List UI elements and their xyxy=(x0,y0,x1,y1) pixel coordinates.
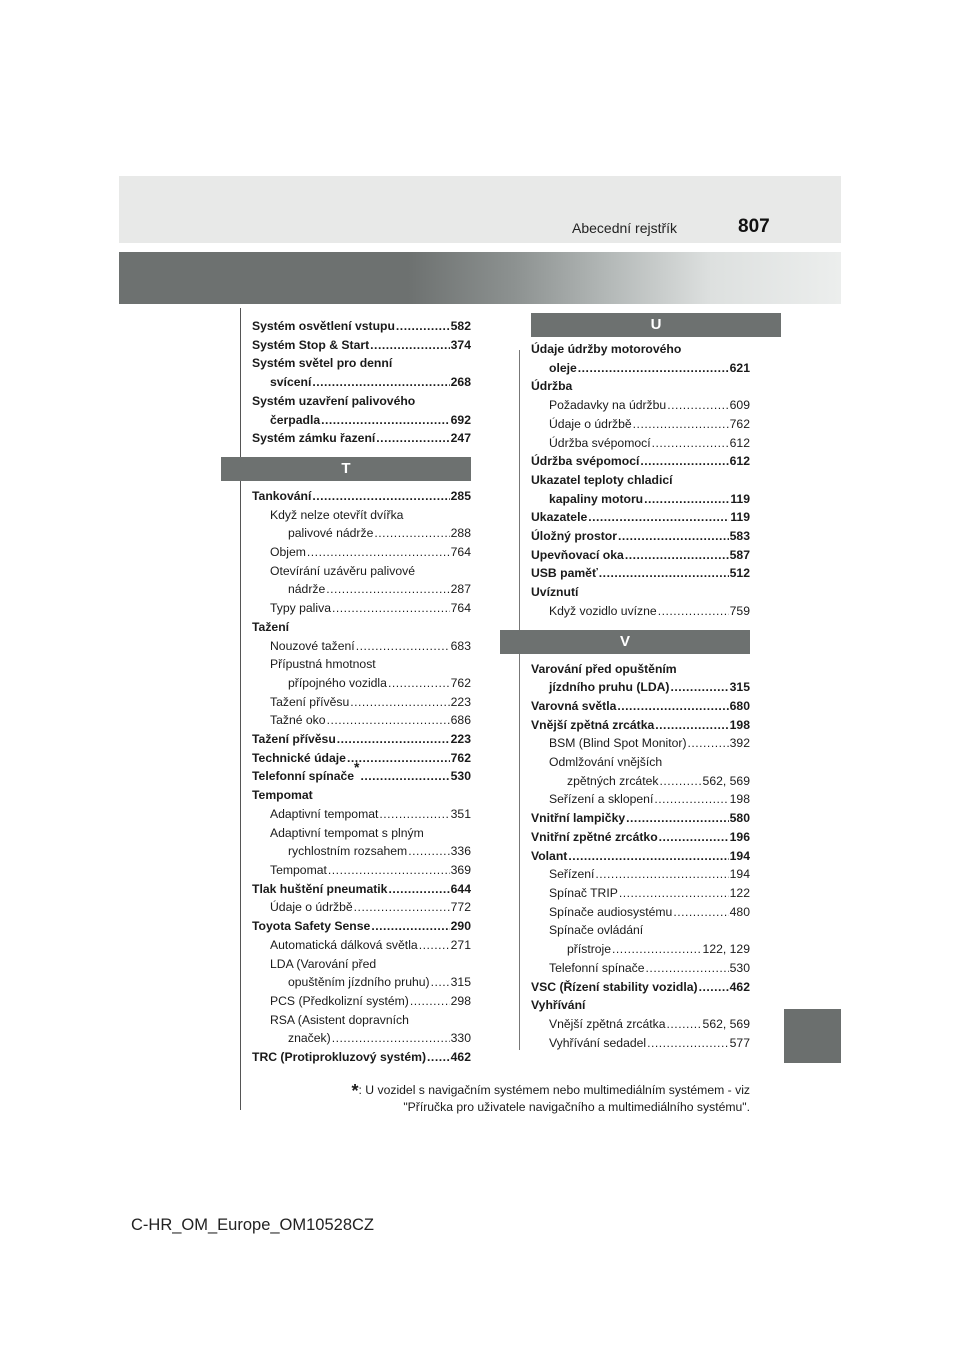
index-entry-text: Systém Stop & Start xyxy=(252,337,370,352)
index-heading: Tažení xyxy=(252,619,290,634)
index-entry xyxy=(531,978,750,997)
index-entry xyxy=(252,580,471,599)
index-entry xyxy=(252,711,471,730)
index-entry-text: Spínač TRIP xyxy=(549,885,618,900)
index-entry-text: PCS (Předkolizní systém) xyxy=(270,993,409,1008)
index-entry xyxy=(531,678,750,697)
index-entry xyxy=(531,415,750,434)
index-entry xyxy=(531,940,750,959)
dot-leader xyxy=(578,359,729,378)
index-entry xyxy=(252,429,471,448)
index-entry xyxy=(252,759,471,786)
dot-leader xyxy=(640,452,728,471)
index-page-number: 577 xyxy=(729,1035,750,1050)
index-entry-text: Vnitřní zpětné zrcátko xyxy=(531,829,658,844)
index-page-number: 122, 129 xyxy=(702,942,750,957)
dot-leader xyxy=(619,884,729,903)
section-t-entries xyxy=(252,487,471,1067)
section-u-entries xyxy=(531,340,750,621)
index-entry xyxy=(252,917,471,936)
page-number: 807 xyxy=(738,216,770,237)
index-entry-text: Seřízení xyxy=(549,867,595,882)
index-page-number: 288 xyxy=(450,526,471,541)
index-entry-text: Požadavky na údržbu xyxy=(549,398,667,413)
gradient-band xyxy=(119,252,841,304)
index-page-number: 119 xyxy=(730,491,750,506)
index-entry-head: RSA (Asistent dopravních xyxy=(270,1012,409,1027)
dot-leader xyxy=(655,716,728,735)
index-entry-head: Údaje údržby motorového xyxy=(531,342,682,356)
index-entry-text: Tlak huštění pneumatik xyxy=(252,881,388,896)
index-entry xyxy=(252,1029,471,1048)
index-entry-text: Objem xyxy=(270,545,306,560)
index-entry xyxy=(252,524,471,543)
index-entry xyxy=(252,1048,471,1067)
index-entry-head: LDA (Varování před xyxy=(270,956,377,971)
index-entry xyxy=(531,508,750,527)
dot-leader xyxy=(388,880,449,899)
index-entry-text: Vnitřní lampičky xyxy=(531,811,626,826)
footnote-line-2: "Příručka pro uživatele navigačního a multimediálního systému". xyxy=(403,1100,750,1114)
dot-leader xyxy=(618,527,729,546)
index-page-number: 194 xyxy=(729,867,750,882)
index-entry xyxy=(531,734,750,753)
header-bar xyxy=(119,176,841,243)
index-entry xyxy=(531,452,750,471)
index-entry-text: Tažení přívěsu xyxy=(252,732,336,747)
index-page-number: 119 xyxy=(730,510,750,525)
index-entry-text: Toyota Safety Sense xyxy=(252,919,371,934)
dot-leader xyxy=(370,336,449,355)
index-entry xyxy=(252,487,471,506)
index-entry xyxy=(531,1034,750,1053)
index-entry-text: Tankování xyxy=(252,488,312,503)
dot-leader xyxy=(658,602,729,621)
index-entry xyxy=(252,730,471,749)
index-page-number: 683 xyxy=(450,638,471,653)
index-entry-text: Údaje o údržbě xyxy=(549,416,632,431)
index-entry-head: Odmlžování vnějších xyxy=(549,755,663,770)
dot-leader xyxy=(699,978,729,997)
index-page-number: 692 xyxy=(450,412,471,427)
index-page-number: 315 xyxy=(729,680,750,695)
index-page-number: 198 xyxy=(729,792,750,807)
dot-leader xyxy=(332,1029,450,1048)
index-entry xyxy=(252,317,471,336)
index-entry-head: Spínače ovládání xyxy=(549,923,644,938)
index-page-number: 762 xyxy=(450,675,471,690)
dot-leader xyxy=(419,936,450,955)
index-entry-head: Přípustná hmotnost xyxy=(270,657,376,672)
index-entry-text: Tažení přívěsu xyxy=(270,694,350,709)
index-entry-head: Adaptivní tempomat s plným xyxy=(270,825,424,840)
index-entry xyxy=(531,396,750,415)
index-page-number: 512 xyxy=(729,566,750,581)
index-entry-text: Údržba svépomocí xyxy=(531,454,640,469)
index-entry-text: TRC (Protiprokluzový systém) xyxy=(252,1050,427,1065)
dot-leader xyxy=(312,373,449,392)
index-page-number: 644 xyxy=(450,881,471,896)
index-entry xyxy=(531,772,750,791)
dot-leader xyxy=(371,917,449,936)
dot-leader xyxy=(328,861,450,880)
dot-leader xyxy=(568,847,728,866)
dot-leader xyxy=(667,396,728,415)
index-entry-text: oleje xyxy=(549,360,577,375)
index-entry xyxy=(531,828,750,847)
dot-leader xyxy=(431,973,450,992)
index-entry xyxy=(531,847,750,866)
index-entry-text: Když vozidlo uvízne xyxy=(549,603,657,618)
index-entry-text: palivové nádrže xyxy=(288,526,374,541)
index-entry-text: rychlostním rozsahem xyxy=(288,844,408,859)
index-entry-head: Varování před opuštěním xyxy=(531,661,677,676)
index-entry-text: BSM (Blind Spot Monitor) xyxy=(549,736,687,751)
index-entry-head: Systém světel pro denní xyxy=(252,356,393,371)
index-entry-text: Typy paliva xyxy=(270,601,331,616)
index-entry xyxy=(252,637,471,656)
index-page-number: 530 xyxy=(450,769,471,784)
index-entry xyxy=(252,599,471,618)
dot-leader xyxy=(625,546,729,565)
dot-leader xyxy=(588,508,729,527)
index-page-number: 686 xyxy=(450,713,471,728)
index-page-number: 612 xyxy=(729,435,750,450)
index-entry xyxy=(252,543,471,562)
chapter-tab xyxy=(784,1009,841,1063)
index-page-number: 480 xyxy=(729,904,750,919)
index-page-number: 330 xyxy=(450,1031,471,1046)
index-page-number: 680 xyxy=(729,698,750,713)
dot-leader xyxy=(667,1015,702,1034)
index-page-number: 392 xyxy=(729,736,750,751)
index-entry-text: Spínače audiosystému xyxy=(549,904,673,919)
index-entry-text: Tažné oko xyxy=(270,713,326,728)
index-entry xyxy=(531,564,750,583)
page-header-title: Abecední rejstřík xyxy=(572,220,678,236)
dot-leader xyxy=(327,711,450,730)
dot-leader xyxy=(347,749,450,768)
dot-leader xyxy=(410,992,450,1011)
dot-leader xyxy=(652,434,729,453)
dot-leader xyxy=(350,693,449,712)
index-page-number: 612 xyxy=(729,454,750,469)
index-page-number: 772 xyxy=(450,900,471,915)
index-entry-text: přípojného vozidla xyxy=(288,675,387,690)
footnote-line-1 xyxy=(240,1082,750,1099)
index-page-number: 285 xyxy=(450,488,471,503)
index-column-left xyxy=(252,317,471,1067)
index-entry xyxy=(531,865,750,884)
dot-leader xyxy=(356,637,450,656)
dot-leader xyxy=(671,678,729,697)
index-column-right xyxy=(531,316,750,1052)
index-entry xyxy=(252,674,471,693)
index-entry-text: zpětných zrcátek xyxy=(567,773,659,788)
index-entry xyxy=(252,973,471,992)
index-entry-text: Volant xyxy=(531,848,568,863)
index-page-number: 462 xyxy=(729,979,750,994)
index-entry xyxy=(252,936,471,955)
section-header-u: U xyxy=(531,313,781,337)
dot-leader xyxy=(612,940,702,959)
index-entry-text: Systém osvětlení vstupu xyxy=(252,319,395,333)
index-entry xyxy=(252,749,471,768)
left-intro-entries xyxy=(252,317,471,448)
index-entry xyxy=(252,373,471,392)
index-entry-text: nádrže xyxy=(288,582,326,597)
dot-leader xyxy=(326,580,449,599)
index-page-number: 764 xyxy=(450,601,471,616)
index-entry-text: Vnější zpětná zrcátka xyxy=(531,717,655,732)
dot-leader xyxy=(307,543,450,562)
index-page-number: 194 xyxy=(729,848,750,863)
index-entry xyxy=(531,490,750,509)
index-page-number: 764 xyxy=(450,545,471,560)
index-entry xyxy=(531,1015,750,1034)
index-entry-text: svícení xyxy=(270,375,312,390)
index-page-number: 462 xyxy=(450,1050,471,1065)
index-heading: Tempomat xyxy=(252,788,313,803)
index-entry xyxy=(531,903,750,922)
index-entry xyxy=(252,411,471,430)
index-entry-text: Ukazatele xyxy=(531,510,588,525)
dot-leader xyxy=(332,599,450,618)
index-entry xyxy=(531,546,750,565)
index-page-number: 762 xyxy=(450,750,471,765)
index-entry xyxy=(531,602,750,621)
column-divider-middle xyxy=(519,350,520,1050)
index-entry-text: kapaliny motoru xyxy=(549,491,644,506)
dot-leader xyxy=(312,487,449,506)
index-entry xyxy=(252,992,471,1011)
index-entry-text: značek) xyxy=(288,1031,331,1046)
index-entry xyxy=(531,884,750,903)
index-page-number: 247 xyxy=(450,431,471,446)
index-entry-text: Nouzové tažení xyxy=(270,638,355,653)
index-page-number: 621 xyxy=(729,360,750,375)
dot-leader xyxy=(321,411,450,430)
index-entry-head: Systém uzavření palivového xyxy=(252,393,416,408)
dot-leader xyxy=(376,429,449,448)
dot-leader xyxy=(408,842,449,861)
index-entry xyxy=(531,959,750,978)
index-page-number: 374 xyxy=(450,337,471,352)
index-entry-text: Vyhřívání sedadel xyxy=(549,1035,647,1050)
dot-leader xyxy=(595,865,728,884)
index-entry-text: jízdního pruhu (LDA) xyxy=(549,680,670,695)
dot-leader xyxy=(659,828,729,847)
index-page-number: 287 xyxy=(450,582,471,597)
dot-leader xyxy=(633,415,729,434)
dot-leader xyxy=(599,564,729,583)
index-heading: Vyhřívání xyxy=(531,998,586,1013)
section-v-entries xyxy=(531,660,750,1053)
index-entry xyxy=(531,434,750,453)
dot-leader xyxy=(617,697,728,716)
index-entry-text: přístroje xyxy=(567,942,612,957)
dot-leader xyxy=(654,790,728,809)
index-entry-head: Když nelze otevřít dvířka xyxy=(270,507,404,522)
index-entry-text: opuštěním jízdního pruhu) xyxy=(288,975,430,990)
dot-leader xyxy=(354,898,450,917)
index-entry-head: Ukazatel teploty chladicí xyxy=(531,472,673,487)
index-page-number: 223 xyxy=(450,694,471,709)
index-heading: Uvíznutí xyxy=(531,585,579,600)
dot-leader xyxy=(646,959,729,978)
index-page-number: 198 xyxy=(729,717,750,732)
index-page-number: 587 xyxy=(729,547,750,562)
index-page-number: 271 xyxy=(450,937,471,952)
index-page-number: 582 xyxy=(450,319,471,333)
index-page-number: 336 xyxy=(450,844,471,859)
index-entry xyxy=(531,809,750,828)
index-page-number: 562, 569 xyxy=(702,773,750,788)
dot-leader xyxy=(379,805,449,824)
index-page-number: 369 xyxy=(450,862,471,877)
dot-leader xyxy=(644,490,729,509)
index-page-number: 759 xyxy=(729,603,750,618)
section-header-v: V xyxy=(500,630,750,654)
dot-leader xyxy=(396,317,450,336)
index-entry xyxy=(531,697,750,716)
index-heading: Údržba xyxy=(531,379,573,394)
footnote-star: * xyxy=(351,1081,359,1101)
index-entry-text: Vnější zpětná zrcátka xyxy=(549,1016,666,1031)
index-entry-text: VSC (Řízení stability vozidla) xyxy=(531,979,698,994)
index-entry-text: Tempomat xyxy=(270,862,327,877)
dot-leader xyxy=(388,674,450,693)
index-page-number: 562, 569 xyxy=(702,1016,750,1031)
index-entry-text: Údaje o údržbě xyxy=(270,900,353,915)
dot-leader xyxy=(337,730,450,749)
dot-leader xyxy=(626,809,729,828)
dot-leader xyxy=(427,1048,450,1067)
index-page-number: 609 xyxy=(729,398,750,413)
index-entry xyxy=(531,716,750,735)
dot-leader xyxy=(647,1034,729,1053)
index-page-number: 762 xyxy=(729,416,750,431)
index-entry-text: Upevňovací oka xyxy=(531,547,624,562)
index-entry xyxy=(252,693,471,712)
index-entry xyxy=(252,805,471,824)
index-entry-text: USB paměť xyxy=(531,566,598,581)
index-page-number: 530 xyxy=(729,960,750,975)
dot-leader xyxy=(673,903,728,922)
index-page-number: 583 xyxy=(729,529,750,544)
index-page-number: 580 xyxy=(729,811,750,826)
footnote-marker: * xyxy=(354,759,360,776)
index-entry-text: čerpadla xyxy=(270,412,321,427)
index-entry xyxy=(252,898,471,917)
section-header-t: T xyxy=(221,457,471,481)
index-page-number: 268 xyxy=(450,375,471,390)
index-entry-text: Technické údaje xyxy=(252,750,346,765)
footnote-text-1: : U vozidel s navigačním systémem nebo multimediálním systémem - viz xyxy=(358,1083,750,1097)
index-entry-text: Telefonní spínače xyxy=(252,769,355,784)
index-page-number: 223 xyxy=(450,732,471,747)
index-entry xyxy=(531,790,750,809)
index-entry xyxy=(252,842,471,861)
index-entry-text: Systém zámku řazení xyxy=(252,431,376,446)
index-entry xyxy=(531,527,750,546)
index-entry xyxy=(252,336,471,355)
index-entry-text: Automatická dálková světla xyxy=(270,937,418,952)
index-entry-head: Otevírání uzávěru palivové xyxy=(270,563,415,578)
index-page-number: 351 xyxy=(450,806,471,821)
dot-leader xyxy=(659,772,701,791)
index-entry-text: Adaptivní tempomat xyxy=(270,806,379,821)
index-entry xyxy=(252,861,471,880)
dot-leader xyxy=(374,524,449,543)
dot-leader xyxy=(688,734,729,753)
index-page-number: 122 xyxy=(729,885,750,900)
index-entry xyxy=(531,359,750,378)
index-page-number: 196 xyxy=(729,829,750,844)
index-entry-text: Údržba svépomocí xyxy=(549,435,651,450)
footnote xyxy=(240,1082,750,1115)
dot-leader xyxy=(361,767,450,786)
index-entry-text: Úložný prostor xyxy=(531,529,617,544)
index-entry-text: Telefonní spínače xyxy=(549,960,645,975)
index-entry-text: Varovná světla xyxy=(531,698,617,713)
index-page-number: 290 xyxy=(450,919,471,934)
index-entry-text: Seřízení a sklopení xyxy=(549,792,654,807)
index-page-number: 315 xyxy=(450,975,471,990)
index-entry xyxy=(252,880,471,899)
document-code: C-HR_OM_Europe_OM10528CZ xyxy=(131,1216,375,1234)
index-page-number: 298 xyxy=(450,993,471,1008)
column-divider-left xyxy=(240,308,241,1110)
